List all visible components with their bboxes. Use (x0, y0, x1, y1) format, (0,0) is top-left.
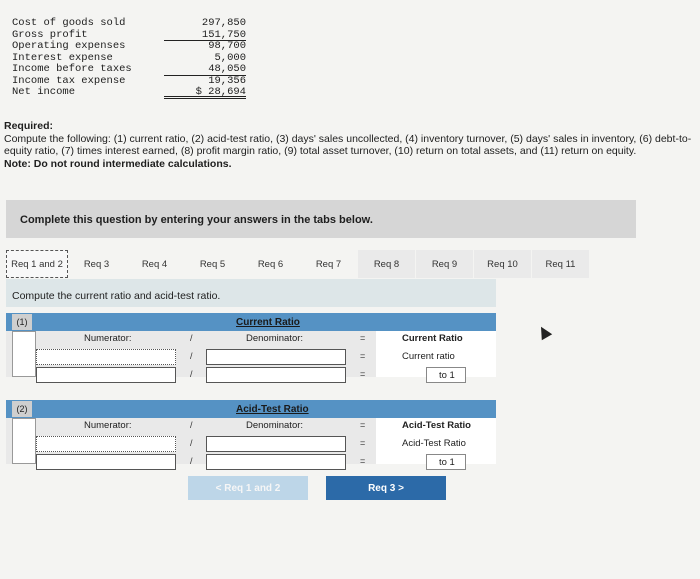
income-row-label: Income tax expense (12, 74, 126, 87)
tab-bar (6, 250, 590, 278)
denominator-input-2[interactable] (206, 454, 346, 470)
required-section (4, 120, 696, 170)
denominator-input-1[interactable] (206, 349, 346, 365)
income-row (12, 87, 246, 99)
tab-req-4[interactable]: Req 4 (126, 250, 184, 278)
equals-sign: = (360, 333, 366, 343)
left-cell (12, 418, 36, 464)
grid-header (6, 400, 496, 418)
tab-req-7[interactable]: Req 7 (300, 250, 358, 278)
current-ratio-grid (6, 313, 496, 381)
divide-sign: / (190, 456, 193, 466)
numerator-input-2[interactable] (36, 454, 176, 470)
grid-body (6, 331, 496, 381)
income-statement (12, 18, 246, 99)
income-row-label: Gross profit (12, 28, 88, 41)
acid-test-ratio-grid (6, 400, 496, 468)
prev-button[interactable]: < Req 1 and 2 (188, 476, 308, 500)
required-text: Compute the following: (1) current ratio, (2) acid-test ratio, (3) days' sales uncollected, (4) inventory turnover, (5) days' sales in inventory, (6) debt-to-equity ratio, (7) times interest earned, (8) profit margin ratio, (9) total asset turnover, (10) return on total assets, and (11) return on equity. (4, 132, 692, 157)
equals-sign: = (360, 351, 366, 361)
denominator-label: Denominator: (246, 420, 304, 431)
equals-sign: = (360, 456, 366, 466)
result-sub-label: Current ratio (402, 351, 455, 362)
equals-sign: = (360, 369, 366, 379)
equals-sign: = (360, 420, 366, 430)
income-row-label: Interest expense (12, 51, 113, 64)
grid-tab-label: (1) (12, 314, 32, 330)
divide-sign: / (190, 333, 193, 343)
divide-sign: / (190, 438, 193, 448)
divide-sign: / (190, 369, 193, 379)
required-note: Note: Do not round intermediate calculations. (4, 157, 232, 170)
tab-req-6[interactable]: Req 6 (242, 250, 300, 278)
tab-req-11[interactable]: Req 11 (532, 250, 590, 278)
numerator-input-2[interactable] (36, 367, 176, 383)
denominator-input-2[interactable] (206, 367, 346, 383)
tab-req-10[interactable]: Req 10 (474, 250, 532, 278)
tab-req-3[interactable]: Req 3 (68, 250, 126, 278)
result-label: Acid-Test Ratio (402, 420, 471, 431)
income-row (12, 18, 246, 30)
income-row-value: $ 28,694 (164, 87, 246, 99)
income-row-label: Operating expenses (12, 40, 126, 52)
equals-sign: = (360, 438, 366, 448)
income-row-label: Income before taxes (12, 63, 132, 75)
income-row-value: 98,700 (208, 40, 246, 52)
numerator-input-1[interactable] (36, 349, 176, 365)
income-row-label: Net income (12, 86, 76, 98)
left-cell (12, 331, 36, 377)
question-prompt: Compute the current ratio and acid-test ratio. (6, 279, 496, 307)
result-unit-box: to 1 (426, 367, 466, 383)
income-row-value: 48,050 (164, 64, 246, 76)
tab-req-5[interactable]: Req 5 (184, 250, 242, 278)
income-row-value: 5,000 (214, 51, 246, 64)
grid-body (6, 418, 496, 468)
divide-sign: / (190, 351, 193, 361)
divide-sign: / (190, 420, 193, 430)
income-row-value: 19,356 (208, 74, 246, 87)
result-sub-label: Acid-Test Ratio (402, 438, 466, 449)
grid-title: Current Ratio (236, 317, 300, 328)
complete-banner: Complete this question by entering your answers in the tabs below. (6, 200, 636, 238)
income-row (12, 41, 246, 53)
income-row-value: 151,750 (164, 30, 246, 42)
denominator-label: Denominator: (246, 333, 304, 344)
result-unit-box: to 1 (426, 454, 466, 470)
required-heading: Required: (4, 120, 54, 132)
numerator-label: Numerator: (84, 420, 132, 431)
tab-req-1-and-2[interactable]: Req 1 and 2 (6, 250, 68, 278)
income-row (12, 64, 246, 76)
income-row-value: 297,850 (201, 17, 246, 29)
numerator-label: Numerator: (84, 333, 132, 344)
result-label: Current Ratio (402, 333, 463, 344)
denominator-input-1[interactable] (206, 436, 346, 452)
tab-req-8[interactable]: Req 8 (358, 250, 416, 278)
tab-req-9[interactable]: Req 9 (416, 250, 474, 278)
mouse-cursor-icon (536, 324, 552, 340)
grid-tab-label: (2) (12, 401, 32, 417)
numerator-input-1[interactable] (36, 436, 176, 452)
next-button[interactable]: Req 3 > (326, 476, 446, 500)
income-row-label: Cost of goods sold (12, 17, 126, 29)
grid-header (6, 313, 496, 331)
grid-title: Acid-Test Ratio (236, 404, 309, 415)
